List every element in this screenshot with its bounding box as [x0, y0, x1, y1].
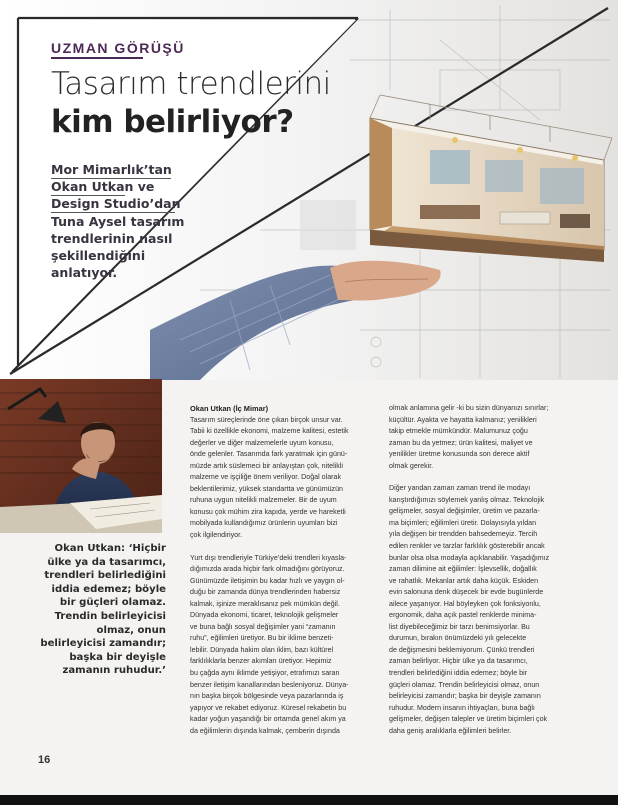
text-line: ruhudur. Modern insanın ihtiyaçları, buna bağlı: [389, 703, 535, 712]
text-line: Tasarım süreçlerinde öne çıkan birçok unsur var.: [190, 415, 343, 424]
article-column-1: [190, 403, 390, 737]
pull-quote-line: trendleri belirlediğini: [44, 570, 166, 582]
paragraph: [190, 553, 390, 738]
paragraph-gap: [190, 542, 390, 553]
text-line: bu çağda aynı iklimde yetişiyor, etrafımızı saran: [190, 669, 340, 678]
text-line: takip etmekle mümkündür. Malumunuz çoğu: [389, 427, 528, 436]
lede-line: Okan Utkan ve: [51, 179, 155, 195]
lede-line: Mor Mimarlık’tan: [51, 162, 172, 177]
text-line: ruhuna uygun nitelikli malzemeler. Bir de uyum: [190, 496, 337, 505]
text-line: ve rahatlık. Mekanlar artık daha küçük. Eskiden: [389, 576, 539, 585]
text-line: edilen renkler ve tarzlar farklılık gösterebilir ancak: [389, 542, 545, 551]
pull-quote-line: olmaz, onun: [96, 624, 166, 636]
pull-quote-line: başka bir deyişle: [69, 651, 166, 663]
portrait-photo: [0, 379, 162, 533]
text-line: küçültür. Ayakta ve hayatta kalmanız; yenilikleri: [389, 415, 537, 424]
text-line: karıştırdığımızı söylemek yanlış olmaz. Teknolojik: [389, 495, 545, 504]
text-line: önde gelenler. Tasarımda fark yaratmak için günü-: [190, 450, 348, 459]
text-line: malzeme ve işçiliğe önem veriliyor. Doğal olarak: [190, 473, 341, 482]
text-line: konusu çok mühim zira kapıda, yerde ve hareketli: [190, 507, 346, 516]
lede-line: Design Studio’dan: [51, 196, 181, 212]
pull-quote-line: belirleyicisi zamandır;: [40, 638, 166, 650]
pull-quote-line: bir güçleri olamaz.: [59, 597, 166, 609]
pull-quote: [30, 542, 166, 678]
paragraph: [389, 483, 589, 737]
text-line: müzde artık süslemeci bir anlayıştan çok, nitelikli: [190, 461, 343, 470]
text-line: gelişmeler, değişen talepler ve üretim biçimleri çok: [389, 715, 548, 724]
text-line: değerler ve diğer malzemelerle uyum konusu,: [190, 438, 334, 447]
text-line: yıla değişen bir trendden bahsedemeyiz. Tercih: [389, 530, 538, 539]
text-line: belirleyicisi zamandır; başka bir deyişle zamanın: [389, 692, 541, 701]
text-line: kalmak, işinize meraklısanız pek mümkün değil.: [190, 599, 340, 608]
scan-bottom-edge: [0, 795, 618, 805]
text-line: farklılıklarla benzer akımları üretiyor. Hepimiz: [190, 657, 332, 666]
paragraph-gap: [389, 472, 589, 483]
pull-quote-line: ülke ya da tasarımcı,: [47, 556, 166, 568]
text-line: Günümüzde iletişimin bu kadar hızlı ve yaygın ol-: [190, 576, 345, 585]
paragraph: [190, 415, 390, 542]
text-line: zaman bu da yetmez; ürün kalitesi, maliyet ve: [389, 438, 533, 447]
text-line: yapıyor ve rekabet ediyoruz. Küresel rekabetin bu: [190, 703, 347, 712]
text-line: de değişmesini beklemiyorum. Çünkü trendleri: [389, 645, 535, 654]
text-line: list diyebileceğimiz bir tarzı benimsiyorlar. Bu: [389, 622, 530, 631]
text-line: zaman dilimine ait eğilimler: İşlevsellik, doğallık: [389, 565, 537, 574]
text-line: kadar yoğun yaşandığı bir ortamda genel akım ya: [190, 715, 346, 724]
text-line: ve buna bağlı sosyal değişimler yani “zamanın: [190, 622, 336, 631]
lede-line: şekillendiğini: [51, 248, 146, 264]
text-line: Diğer yandan zaman zaman trend ile modayı: [389, 484, 531, 493]
pull-quote-line: Trendin belirleyicisi: [54, 610, 166, 622]
lede-line: trendlerinin nasıl: [51, 230, 173, 246]
text-line: benzer iletişim kanallarından besleniyoruz. Dünya-: [190, 680, 349, 689]
lede-paragraph: [51, 161, 201, 281]
text-line: ailece yaşanıyor. Hal böyleyken çok fonksiyonlu,: [389, 599, 541, 608]
author-byline: Okan Utkan (İç Mimar): [190, 404, 269, 413]
text-line: durumun, bırakın önümüzdeki yılı gelecekte: [389, 634, 527, 643]
text-line: olmak anlamına gelir -ki bu sizin dünyanızı sınırlar;: [389, 404, 549, 412]
lede-line: anlatıyor.: [51, 265, 118, 281]
text-line: daha geniş aralıklarla eğilimleri belirler.: [389, 726, 512, 735]
paragraph: [389, 403, 589, 472]
text-line: zaman belirliyor. Hiçbir ülke ya da tasarımcı,: [389, 657, 528, 666]
text-line: Tabii ki özellikle ekonomi, malzeme kalitesi, estetik: [190, 427, 349, 436]
text-line: bunlar olsa olsa modayla açıklanabilir. Yaşadığımız: [389, 553, 550, 562]
text-line: olmak gerekir.: [389, 461, 434, 470]
text-line: lebilir. Dünyada hakim olan iklim, bazı kültürel: [190, 645, 334, 654]
pull-quote-line: iddia edemez; böyle: [51, 583, 166, 595]
text-line: gelişmeler, sosyal değişimler, üretim ve pazarla-: [389, 507, 540, 516]
headline-line-2: kim belirliyor?: [51, 104, 294, 140]
text-line: mobilyada kullandığımız ürünlerin uyumları bizi: [190, 519, 338, 528]
text-line: ergonomik, daha açık pastel renklerde minima-: [389, 611, 537, 620]
text-line: nın başka birçok bölgesinde veya pazarlarında iş: [190, 692, 344, 701]
text-line: evin salonuna denk düşecek bir evde bugünlerde: [389, 588, 544, 597]
text-line: duğu bir zamanda dünya trendlerinden habersiz: [190, 588, 341, 597]
lede-line: Tuna Aysel tasarım: [51, 213, 185, 229]
lede-underline: [51, 212, 175, 213]
kicker-underline: [51, 57, 143, 59]
text-line: trendleri belirlediğini iddia edemez; böyle bir: [389, 669, 528, 678]
headline-line-1: Tasarım trendlerini: [51, 66, 331, 102]
text-line: da eğilimlerin dışında kalmak, çemberin dışında: [190, 726, 340, 735]
text-line: dığımızda arada hiçbir fark olmadığını görüyoruz.: [190, 565, 345, 574]
text-line: çok ilgilendiriyor.: [190, 531, 243, 540]
text-line: Yurt dışı trendleriyle Türkiye’deki trendleri kıyasla-: [190, 553, 347, 562]
lede-underline: [51, 178, 171, 179]
pull-quote-line: Okan Utkan: ‘Hiçbir: [54, 543, 166, 554]
lede-underline: [51, 195, 125, 196]
text-line: güçleri olamaz. Trendin belirleyicisi olmaz, onun: [389, 680, 540, 689]
text-line: ma biçimleri; eğilimleri üretir. Dolayısıyla yıldan: [389, 518, 537, 527]
text-line: ruhu”, eğilimleri üretiyor. Bu bir iklime benzeti-: [190, 634, 334, 643]
text-line: beklentilerimiz, yüksek standartta ve günümüzün: [190, 484, 343, 493]
text-line: Dünyada ekonomi, ticaret, teknolojik gelişmeler: [190, 611, 339, 620]
pull-quote-line: zamanın ruhudur.’: [62, 665, 166, 677]
section-kicker: UZMAN GÖRÜŞÜ: [51, 40, 185, 56]
article-column-2: [389, 403, 589, 737]
page-number: 16: [38, 754, 51, 766]
text-line: yenilikler üretme konusunda son derece aktif: [389, 450, 530, 459]
